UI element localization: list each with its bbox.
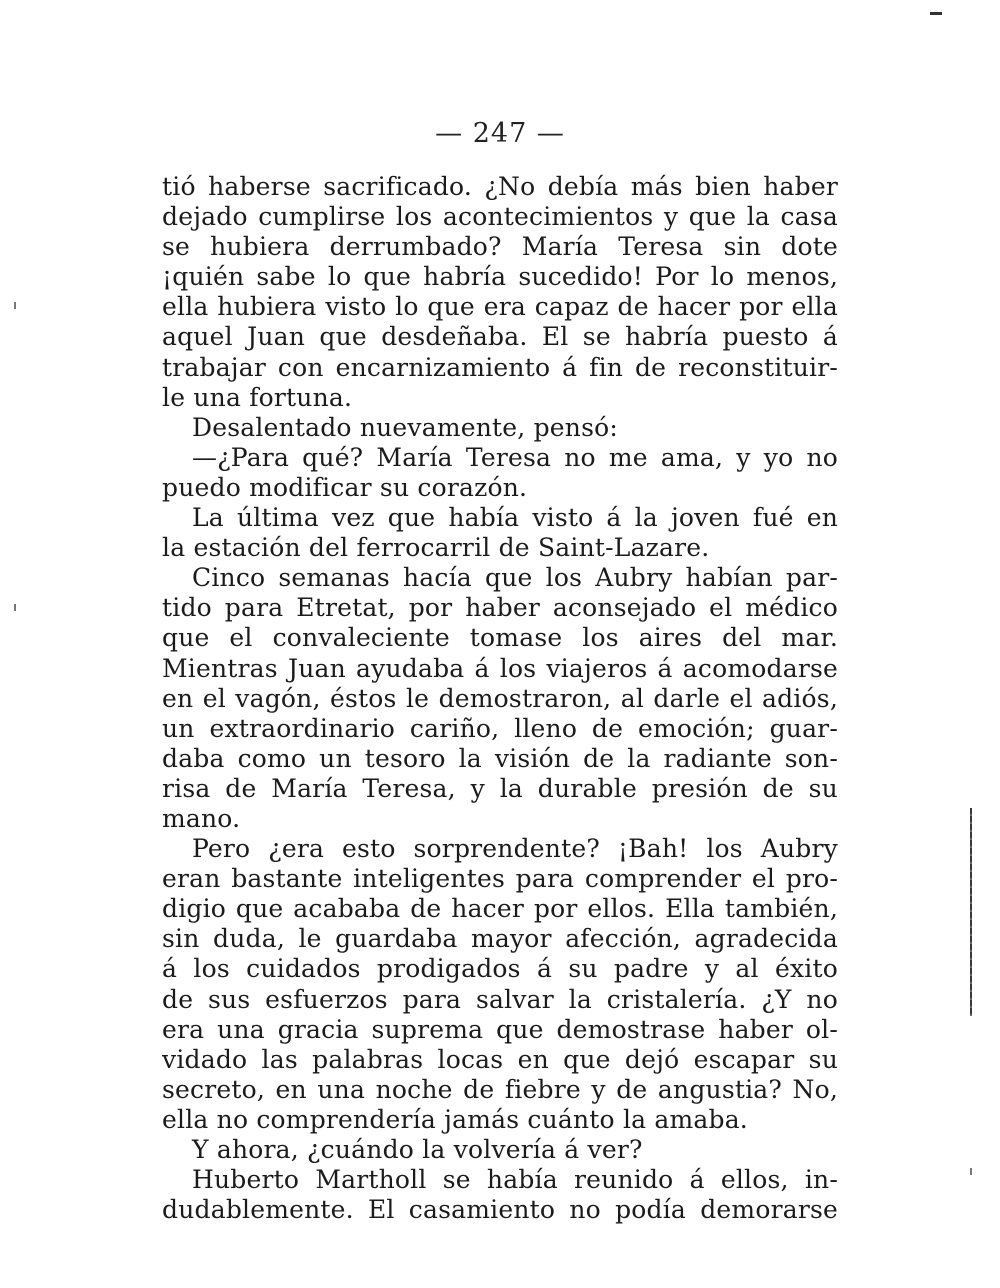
text-line: Mientras Juan ayudaba á los viajeros á acomodarse <box>162 653 838 683</box>
text-line: eran bastante inteligentes para comprender el pro- <box>162 864 838 894</box>
text-line: risa de María Teresa, y la durable presión de su <box>162 773 838 803</box>
text-line: la estación del ferrocarril de Saint-Lazare. <box>162 533 710 563</box>
text-line: aquel Juan que desdeñaba. El se habría puesto á <box>162 322 838 352</box>
text-line: era una gracia suprema que demostrase haber ol- <box>162 1014 838 1044</box>
text-line: un extraordinario cariño, lleno de emoción; guar- <box>162 713 838 743</box>
text-line: ella no comprendería jamás cuánto la amaba. <box>162 1104 748 1134</box>
text-line: dudablemente. El casamiento no podía demorarse <box>162 1195 838 1225</box>
scan-speck <box>14 302 16 309</box>
page-number: — 247 — <box>435 118 565 149</box>
text-line: Cinco semanas hacía que los Aubry habían par- <box>192 563 838 593</box>
text-line: —¿Para qué? María Teresa no me ama, y yo no <box>192 442 838 472</box>
text-line: Desalentado nuevamente, pensó: <box>192 412 618 442</box>
text-line: de sus esfuerzos para salvar la cristalería. ¿Y no <box>162 984 838 1014</box>
text-line: daba como un tesoro la visión de la radiante son- <box>162 743 838 773</box>
text-line: secreto, en una noche de fiebre y de angustia? No, <box>162 1074 838 1104</box>
scan-margin-rule <box>970 808 972 1016</box>
text-line: trabajar con encarnizamiento á fin de reconstituir- <box>162 352 838 382</box>
text-line: en el vagón, éstos le demostraron, al darle el adiós, <box>162 683 838 713</box>
scan-corner-mark <box>930 12 942 15</box>
text-line: vidado las palabras locas en que dejó escapar su <box>162 1044 838 1074</box>
text-line: tió haberse sacrificado. ¿No debía más bien haber <box>162 172 838 201</box>
text-line: sin duda, le guardaba mayor afección, agradecida <box>162 924 838 954</box>
text-line: digio que acababa de hacer por ellos. Ella también, <box>162 894 838 924</box>
scan-speck <box>970 1168 972 1175</box>
body-text <box>162 172 838 1225</box>
text-line: se hubiera derrumbado? María Teresa sin dote <box>162 232 838 262</box>
text-line: á los cuidados prodigados á su padre y al éxito <box>162 954 838 984</box>
scan-speck <box>14 604 16 611</box>
text-line: tido para Etretat, por haber aconsejado el médico <box>162 593 838 623</box>
text-line: La última vez que había visto á la joven fué en <box>192 503 838 533</box>
text-line: Huberto Martholl se había reunido á ellos, in- <box>192 1165 838 1195</box>
text-line: le una fortuna. <box>162 382 353 412</box>
text-line: ella hubiera visto lo que era capaz de hacer por ella <box>162 292 838 322</box>
text-line: que el convaleciente tomase los aires del mar. <box>162 623 838 653</box>
text-line: dejado cumplirse los acontecimientos y que la casa <box>162 202 838 232</box>
text-line: Pero ¿era esto sorprendente? ¡Bah! los Aubry <box>192 834 838 864</box>
text-line: puedo modificar su corazón. <box>162 472 528 502</box>
text-line: Y ahora, ¿cuándo la volvería á ver? <box>192 1135 643 1164</box>
text-line: ¡quién sabe lo que habría sucedido! Por lo menos, <box>162 262 838 292</box>
text-line: mano. <box>162 803 241 833</box>
